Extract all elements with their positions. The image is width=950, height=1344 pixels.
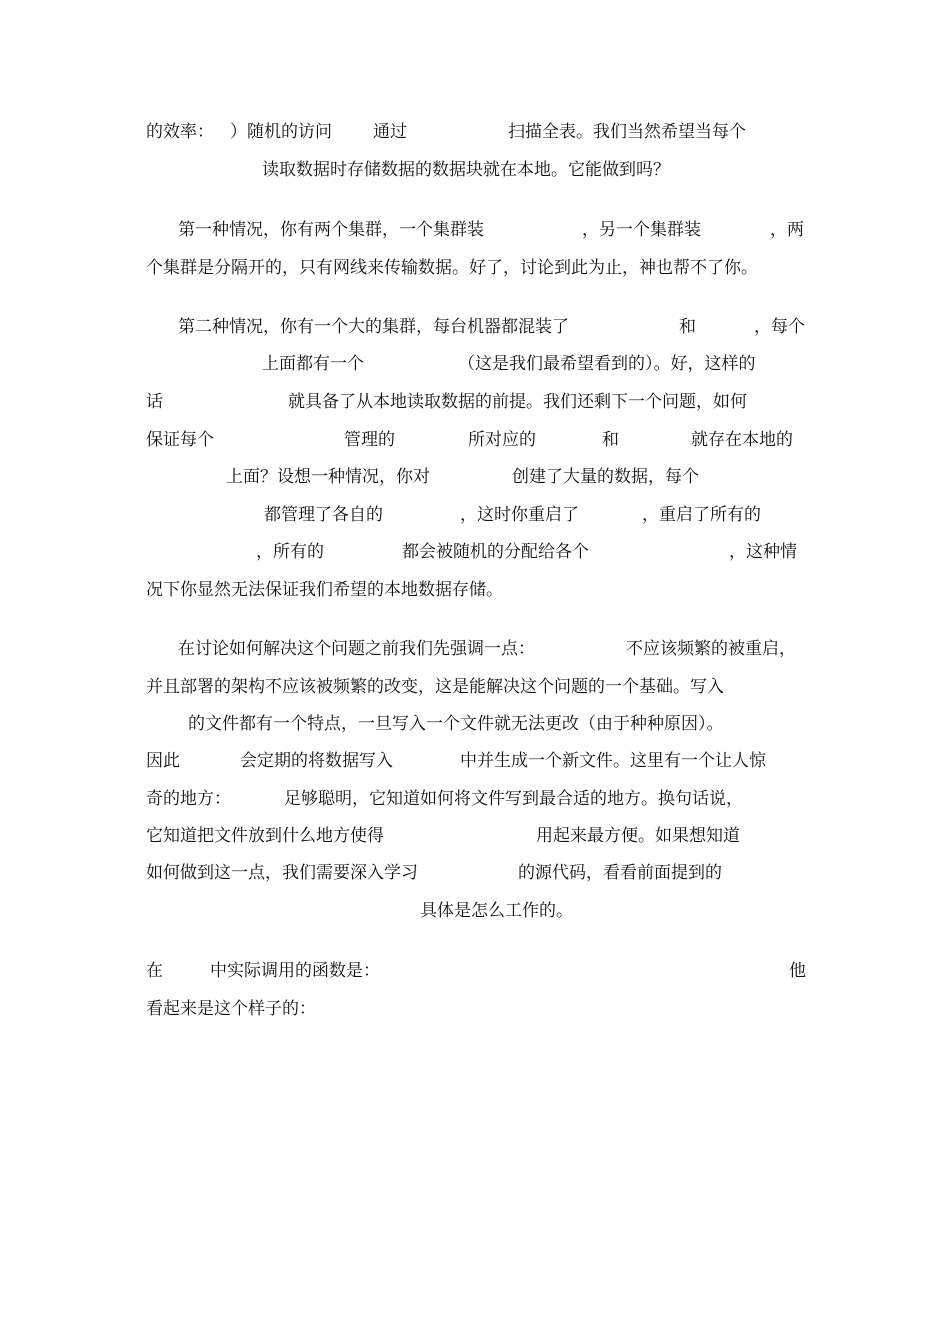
- text-p3-l5-s0: 奇的地方：: [146, 789, 231, 809]
- text-p2-l4-s2: 所对应的: [468, 430, 536, 450]
- text-p2-l4-s1: 管理的: [344, 430, 395, 450]
- text-p2-l8-s0: 况下你显然无法保证我们希望的本地数据存储。: [146, 580, 503, 600]
- text-p3-l4-s2: 中并生成一个新文件。这里有一个让人惊: [460, 751, 766, 771]
- text-p1-l1-s1: ，另一个集群装: [582, 220, 701, 240]
- text-p2-l5-s0: 上面？设想一种情况，你对: [226, 467, 430, 487]
- text-p2-l7-s2: ，这种情: [729, 542, 797, 562]
- text-p3-l3-s0: 的文件都有一个特点，一旦写入一个文件就无法更改（由于种种原因）。: [188, 714, 724, 734]
- text-p2-l3-s0: 话: [146, 392, 163, 412]
- text-p4-l2-s0: 看起来是这个样子的：: [146, 999, 316, 1019]
- text-p2-l6-s0: 都管理了各自的: [264, 505, 383, 525]
- text-p1-l1-s0: 第一种情况，你有两个集群，一个集群装: [178, 220, 484, 240]
- text-p3-l5-s1: 足够聪明，它知道如何将文件写到最合适的地方。换句话说，: [284, 789, 743, 809]
- text-p3-l1-s1: 不应该频繁的被重启，: [626, 639, 796, 659]
- text-p3-l4-s0: 因此: [146, 751, 180, 771]
- text-p2-l6-s1: ，这时你重启了: [460, 505, 579, 525]
- text-p2-l4-s4: 就存在本地的: [691, 430, 793, 450]
- text-p0-l2-s0: 读取数据时存储数据的数据块就在本地。它能做到吗？: [262, 160, 670, 180]
- text-p2-l1-s2: ，每个: [754, 317, 805, 337]
- text-p4-l1-s2: 他: [789, 961, 806, 981]
- text-p3-l4-s1: 会定期的将数据写入: [240, 751, 393, 771]
- text-p0-l1-s0: 的效率：: [146, 122, 214, 142]
- text-p3-l6-s1: 用起来最方便。如果想知道: [536, 826, 740, 846]
- text-p3-l8-s0: 具体是怎么工作的。: [420, 901, 573, 921]
- text-p3-l2-s0: 并且部署的架构不应该被频繁的改变，这是能解决这个问题的一个基础。写入: [146, 677, 724, 697]
- text-p4-l1-s0: 在: [146, 961, 163, 981]
- text-p0-l1-s1: ）随机的访问: [230, 122, 332, 142]
- text-p3-l1-s0: 在讨论如何解决这个问题之前我们先强调一点：: [178, 639, 535, 659]
- text-p1-l2-s0: 个集群是分隔开的，只有网线来传输数据。好了，讨论到此为止，神也帮不了你。: [146, 258, 758, 278]
- text-p2-l1-s0: 第二种情况，你有一个大的集群，每台机器都混装了: [178, 317, 569, 337]
- text-p2-l6-s2: ，重启了所有的: [642, 505, 761, 525]
- text-p3-l7-s1: 的源代码，看看前面提到的: [518, 863, 722, 883]
- text-p2-l2-s1: （这是我们最希望看到的）。好，这样的: [458, 354, 756, 374]
- text-p2-l4-s3: 和: [602, 430, 619, 450]
- text-p3-l7-s0: 如何做到这一点，我们需要深入学习: [146, 863, 418, 883]
- text-p2-l7-s1: 都会被随机的分配给各个: [402, 542, 589, 562]
- text-p2-l5-s1: 创建了大量的数据，每个: [512, 467, 699, 487]
- text-p2-l7-s0: ，所有的: [256, 542, 324, 562]
- text-p2-l3-s1: 就具备了从本地读取数据的前提。我们还剩下一个问题，如何: [288, 392, 747, 412]
- text-p1-l1-s2: ，两: [770, 220, 804, 240]
- text-p4-l1-s1: 中实际调用的函数是：: [210, 961, 380, 981]
- text-p0-l1-s2: 通过: [373, 122, 407, 142]
- text-p2-l4-s0: 保证每个: [146, 430, 214, 450]
- text-p2-l2-s0: 上面都有一个: [262, 354, 364, 374]
- text-p0-l1-s3: 扫描全表。我们当然希望当每个: [508, 122, 746, 142]
- text-p2-l1-s1: 和: [679, 317, 696, 337]
- text-p3-l6-s0: 它知道把文件放到什么地方使得: [146, 826, 384, 846]
